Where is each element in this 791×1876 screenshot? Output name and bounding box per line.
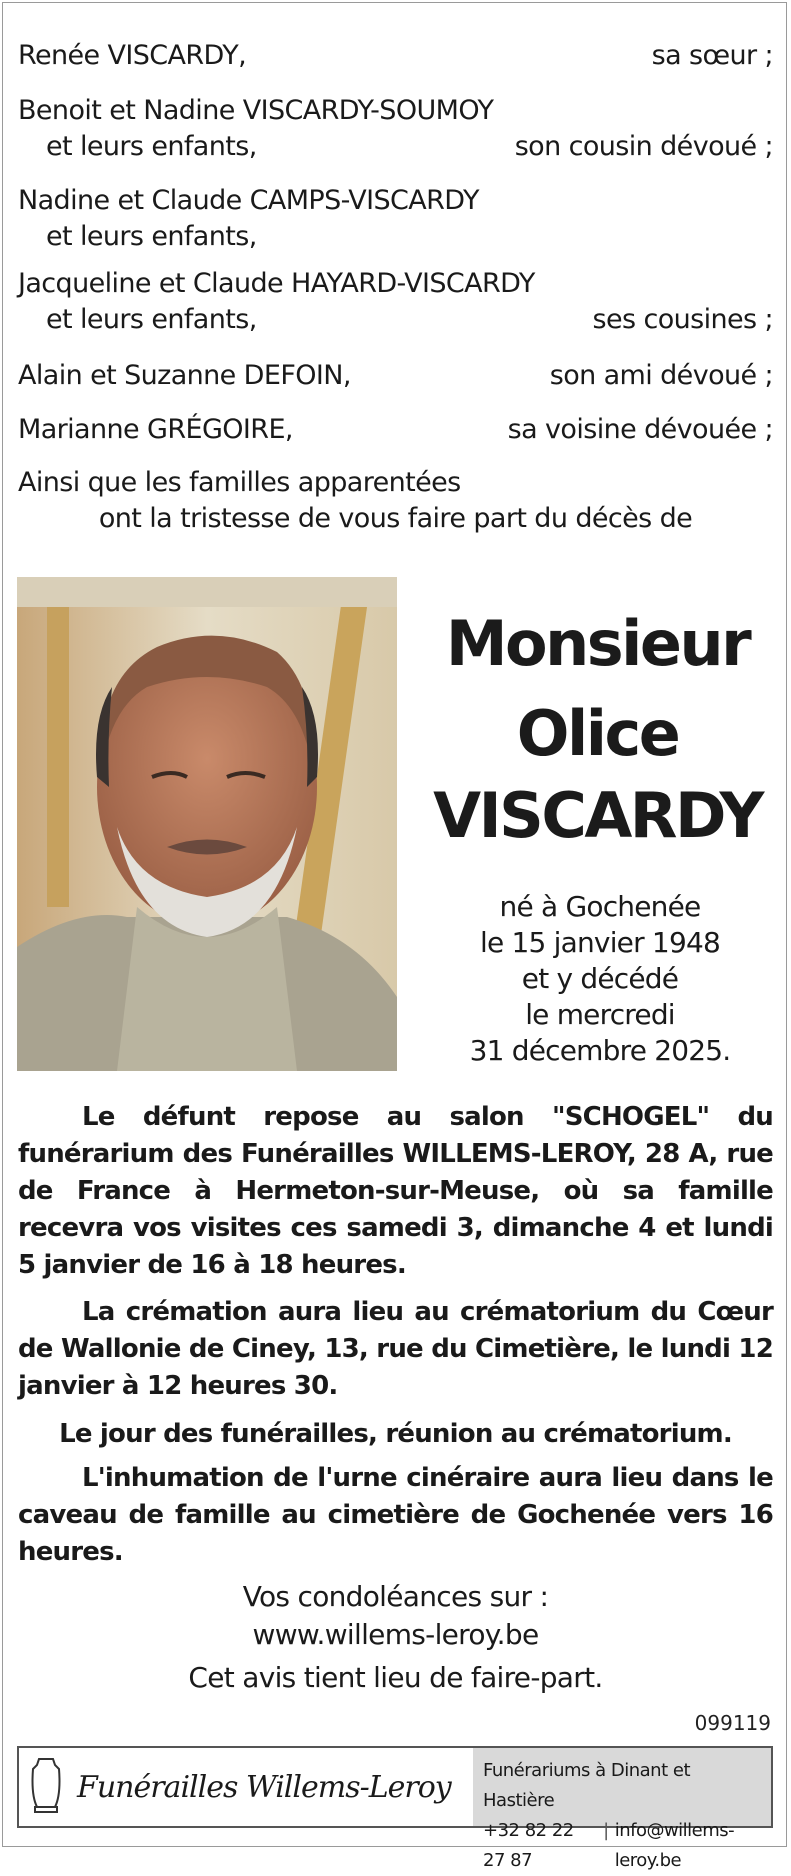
paragraph-text: La crémation aura lieu au crématorium du Cœur de Wallonie de Ciney, 13, rue du Cimetière, le lundi 12 janvier à 12 heures 30.	[18, 1297, 773, 1401]
announcement-line: ont la tristesse de vous faire part du décès de	[98, 503, 693, 534]
family-name: Renée VISCARDY,	[18, 40, 247, 71]
deceased-title: Monsieur	[445, 607, 750, 680]
condolences-label: Vos condoléances sur :	[242, 1580, 549, 1613]
family-line	[18, 129, 773, 165]
paragraph-text: Le jour des funérailles, réunion au crématorium.	[59, 1419, 732, 1449]
condolences-website-link[interactable]: www.willems-leroy.be	[252, 1618, 539, 1651]
family-name: Benoit et Nadine VISCARDY-SOUMOY	[18, 95, 494, 126]
email-link[interactable]: info@willems-leroy.be	[614, 1820, 735, 1871]
family-line	[18, 219, 773, 255]
urn-icon	[29, 1755, 63, 1819]
family-name: et leurs enfants,	[46, 131, 257, 162]
paragraph-text: Le défunt repose au salon "SCHOGEL" du funérarium des Funérailles WILLEMS-LEROY, 28 A, rue de France à Hermeton-sur-Meuse, où sa famille recevra vos visites ces samedi 3, dimanche 4 et lundi 5 janvier de 16 à 18 heures.	[18, 1102, 773, 1280]
family-name: et leurs enfants,	[46, 221, 257, 252]
family-name: et leurs enfants,	[46, 304, 257, 335]
family-relation: son cousin dévoué ;	[514, 131, 773, 162]
funeral-home-footer	[17, 1746, 773, 1871]
family-list	[18, 358, 773, 394]
family-line	[18, 465, 773, 501]
family-line	[18, 412, 773, 448]
family-list	[18, 465, 773, 537]
portrait-photo	[17, 577, 397, 1071]
family-list	[18, 93, 773, 165]
family-name: Jacqueline et Claude HAYARD-VISCARDY	[18, 268, 535, 299]
family-list	[18, 183, 773, 255]
footer-contact	[473, 1748, 771, 1871]
reference-number: 099119	[694, 1711, 771, 1735]
family-line	[18, 266, 773, 302]
family-name: Ainsi que les familles apparentées	[18, 467, 461, 498]
footer-contact-row	[483, 1816, 761, 1876]
date-line: le mercredi	[525, 998, 675, 1031]
family-list	[18, 266, 773, 338]
date-line: né à Gochenée	[499, 890, 701, 923]
family-name: Marianne GRÉGOIRE,	[18, 414, 293, 445]
family-relation: sa voisine dévouée ;	[507, 414, 773, 445]
family-list	[18, 412, 773, 448]
faire-part-note: Cet avis tient lieu de faire-part.	[188, 1661, 603, 1694]
family-line	[18, 358, 773, 394]
family-line	[18, 183, 773, 219]
visitation-paragraph	[18, 1099, 773, 1284]
family-line	[18, 93, 773, 129]
brand-logo-text: Funérailles Willems-Leroy	[77, 1769, 451, 1805]
cremation-paragraph	[18, 1294, 773, 1405]
contact-separator: |	[603, 1820, 609, 1841]
family-name: Nadine et Claude CAMPS-VISCARDY	[18, 185, 479, 216]
family-name: Alain et Suzanne DEFOIN,	[18, 360, 351, 391]
family-relation: ses cousines ;	[592, 304, 773, 335]
family-list	[18, 38, 773, 74]
family-line	[18, 38, 773, 74]
family-relation: sa sœur ;	[651, 40, 773, 71]
date-line: 31 décembre 2025.	[469, 1034, 731, 1067]
family-relation: son ami dévoué ;	[549, 360, 773, 391]
birth-death-dates	[430, 889, 770, 1069]
deceased-last-name: VISCARDY	[433, 779, 762, 852]
date-line: et y décédé	[521, 962, 679, 995]
date-line: le 15 janvier 1948	[480, 926, 720, 959]
deceased-first-name: Olice	[516, 697, 679, 770]
paragraph-text: L'inhumation de l'urne cinéraire aura lieu dans le caveau de famille au cimetière de Gochenée vers 16 heures.	[18, 1463, 773, 1567]
footer-brand-area	[19, 1748, 473, 1826]
inhumation-paragraph	[18, 1460, 773, 1571]
family-line	[18, 302, 773, 338]
footer-tagline: Funérariums à Dinant et Hastière	[483, 1760, 691, 1811]
phone-number[interactable]: +32 82 22 27 87	[483, 1820, 574, 1871]
family-line	[18, 501, 773, 537]
funeral-day-paragraph	[18, 1416, 773, 1453]
